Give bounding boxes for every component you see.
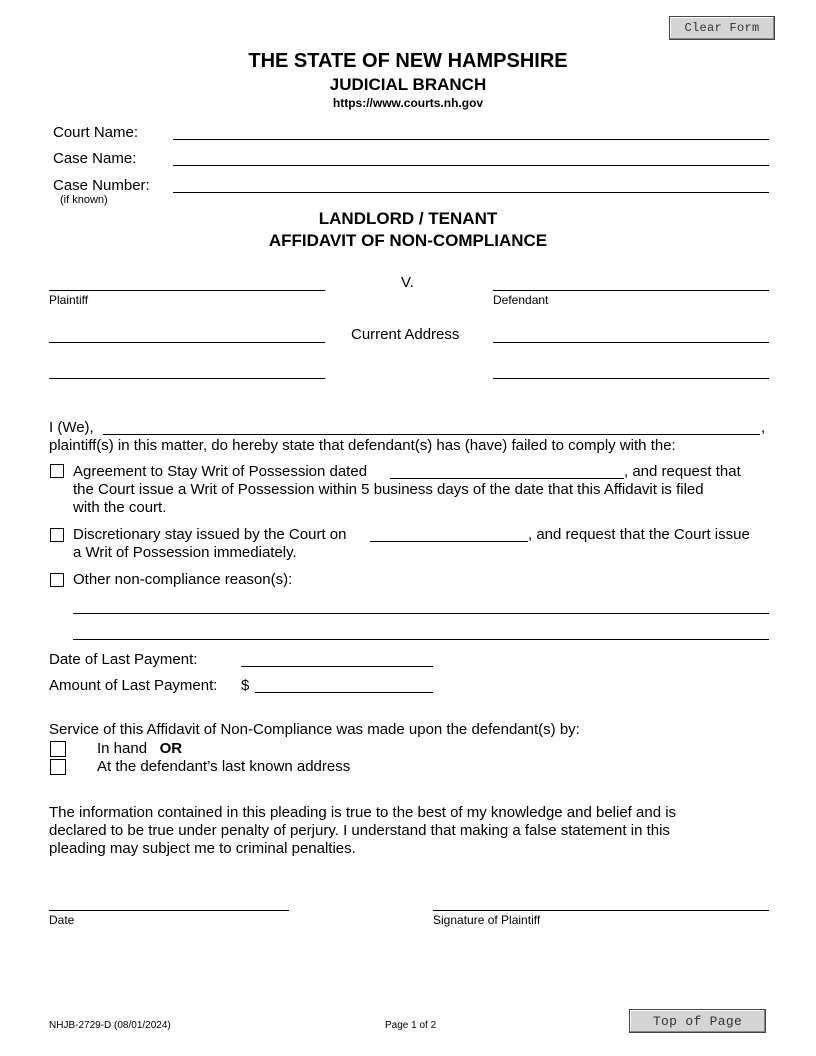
last-payment-date-label: Date of Last Payment:	[49, 651, 198, 668]
form-title-line2: AFFIDAVIT OF NON-COMPLIANCE	[268, 231, 548, 250]
other-reason-label: Other non-compliance reason(s):	[73, 571, 293, 588]
i-we-label: I (We),	[49, 419, 94, 436]
discretionary-date-field[interactable]	[370, 541, 528, 542]
agreement-text-c: the Court issue a Writ of Possession within 5 business days of the date that this Affidavit is filed	[73, 481, 704, 498]
state-title: THE STATE OF NEW HAMPSHIRE	[248, 50, 568, 72]
branch-title: JUDICIAL BRANCH	[329, 75, 487, 94]
defendant-label: Defendant	[493, 293, 549, 307]
agreement-date-field[interactable]	[390, 478, 624, 479]
plaintiff-signature-label: Signature of Plaintiff	[433, 913, 541, 927]
last-payment-amount-label: Amount of Last Payment:	[49, 677, 218, 694]
case-name-label: Case Name:	[53, 150, 137, 167]
declaration-line3: pleading may subject me to criminal penalties.	[49, 840, 356, 857]
discretionary-text-b: , and request that the Court issue	[528, 526, 750, 543]
agreement-text-a: Agreement to Stay Writ of Possession dated	[73, 463, 368, 480]
clear-form-button[interactable]: Clear Form	[669, 16, 775, 40]
court-url: https://www.courts.nh.gov	[332, 96, 484, 110]
defendant-field[interactable]	[493, 290, 769, 291]
service-intro: Service of this Affidavit of Non-Compliance was made upon the defendant(s) by:	[49, 721, 580, 738]
discretionary-text-c: a Writ of Possession immediately.	[73, 544, 297, 561]
case-number-field[interactable]	[173, 192, 769, 193]
case-name-field[interactable]	[173, 165, 769, 166]
declaration-line2: declared to be true under penalty of perjury. I understand that making a false statement in this	[49, 822, 670, 839]
if-known-note: (if known)	[60, 194, 108, 206]
currency-symbol: $	[241, 677, 250, 694]
last-payment-date-field[interactable]	[241, 666, 433, 667]
or-label: OR	[159, 740, 183, 757]
top-of-page-button[interactable]: Top of Page	[629, 1009, 766, 1033]
plaintiff-signature-field[interactable]	[433, 910, 769, 911]
other-reason-checkbox[interactable]	[50, 573, 64, 587]
discretionary-text-a: Discretionary stay issued by the Court on	[73, 526, 347, 543]
other-reason-line2[interactable]	[73, 639, 769, 640]
page-number: Page 1 of 2	[385, 1020, 437, 1031]
current-address-label: Current Address	[351, 326, 460, 343]
defendant-address-line1[interactable]	[493, 342, 769, 343]
plaintiff-field[interactable]	[49, 290, 325, 291]
last-address-checkbox[interactable]	[50, 759, 66, 775]
agreement-text-b: , and request that	[624, 463, 741, 480]
court-name-label: Court Name:	[53, 124, 139, 141]
form-id: NHJB-2729-D (08/01/2024)	[49, 1020, 171, 1031]
in-hand-text: In hand	[97, 740, 148, 757]
signature-date-label: Date	[49, 913, 75, 927]
agreement-checkbox[interactable]	[50, 464, 64, 478]
discretionary-checkbox[interactable]	[50, 528, 64, 542]
statement-text: plaintiff(s) in this matter, do hereby state that defendant(s) has (have) failed to comply with the:	[49, 437, 676, 454]
agreement-text-d: with the court.	[73, 499, 167, 516]
plaintiff-label: Plaintiff	[49, 293, 89, 307]
last-address-label: At the defendant’s last known address	[97, 758, 351, 775]
last-payment-amount-field[interactable]	[255, 692, 433, 693]
declaration-line1: The information contained in this pleading is true to the best of my knowledge and belief and is	[49, 804, 677, 821]
in-hand-label	[97, 740, 182, 758]
signature-date-field[interactable]	[49, 910, 289, 911]
versus-label: V.	[401, 274, 414, 291]
court-name-field[interactable]	[173, 139, 769, 140]
statement-comma: ,	[761, 419, 766, 436]
plaintiff-address-line2[interactable]	[49, 378, 325, 379]
other-reason-line1[interactable]	[73, 613, 769, 614]
defendant-address-line2[interactable]	[493, 378, 769, 379]
plaintiff-address-line1[interactable]	[49, 342, 325, 343]
form-title-line1: LANDLORD / TENANT	[318, 209, 498, 228]
plaintiff-names-field[interactable]	[103, 434, 760, 435]
in-hand-checkbox[interactable]	[50, 741, 66, 757]
case-number-label: Case Number:	[53, 177, 150, 194]
